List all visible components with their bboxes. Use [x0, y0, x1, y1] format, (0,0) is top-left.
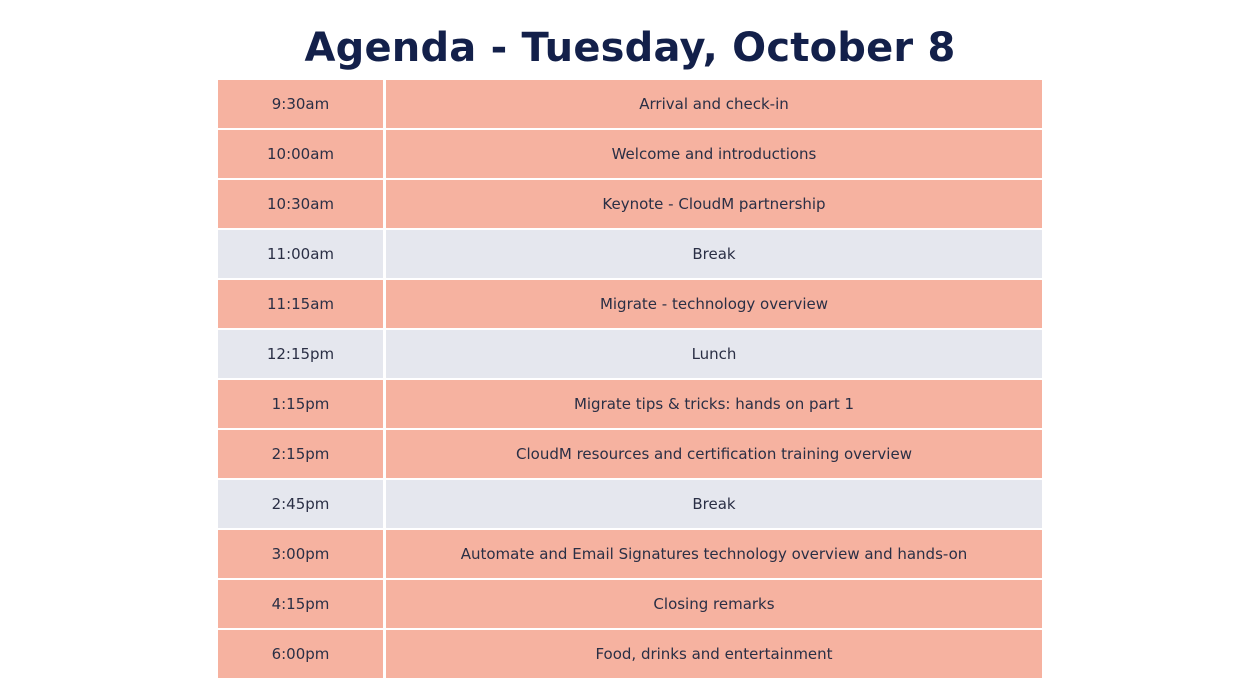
agenda-time: 11:00am: [218, 230, 383, 278]
agenda-time: 4:15pm: [218, 580, 383, 628]
agenda-time: 10:00am: [218, 130, 383, 178]
agenda-activity: CloudM resources and certification training overview: [386, 430, 1042, 478]
agenda-time: 1:15pm: [218, 380, 383, 428]
agenda-row: [218, 430, 1042, 478]
agenda-row: [218, 480, 1042, 528]
agenda-activity: Break: [386, 230, 1042, 278]
agenda-row: [218, 380, 1042, 428]
agenda-activity: Keynote - CloudM partnership: [386, 180, 1042, 228]
agenda-activity: Food, drinks and entertainment: [386, 630, 1042, 678]
page-title: Agenda - Tuesday, October 8: [304, 25, 956, 71]
agenda-row: [218, 630, 1042, 678]
agenda-time: 11:15am: [218, 280, 383, 328]
agenda-row: [218, 530, 1042, 578]
agenda-time: 10:30am: [218, 180, 383, 228]
agenda-activity: Welcome and introductions: [386, 130, 1042, 178]
agenda-time: 3:00pm: [218, 530, 383, 578]
agenda-table: [218, 80, 1042, 680]
agenda-activity: Break: [386, 480, 1042, 528]
agenda-time: 2:45pm: [218, 480, 383, 528]
agenda-activity: Arrival and check-in: [386, 80, 1042, 128]
agenda-time: 12:15pm: [218, 330, 383, 378]
agenda-time: 6:00pm: [218, 630, 383, 678]
agenda-activity: Closing remarks: [386, 580, 1042, 628]
agenda-row: [218, 280, 1042, 328]
agenda-time: 2:15pm: [218, 430, 383, 478]
agenda-row: [218, 180, 1042, 228]
agenda-activity: Automate and Email Signatures technology overview and hands-on: [386, 530, 1042, 578]
agenda-row: [218, 130, 1042, 178]
agenda-activity: Migrate - technology overview: [386, 280, 1042, 328]
agenda-time: 9:30am: [218, 80, 383, 128]
agenda-activity: Lunch: [386, 330, 1042, 378]
agenda-row: [218, 80, 1042, 128]
agenda-row: [218, 580, 1042, 628]
agenda-activity: Migrate tips & tricks: hands on part 1: [386, 380, 1042, 428]
agenda-row: [218, 330, 1042, 378]
agenda-row: [218, 230, 1042, 278]
